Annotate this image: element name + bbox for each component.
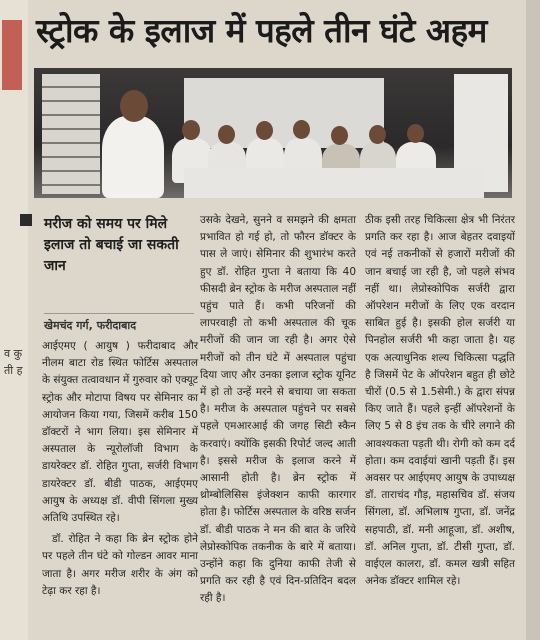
article-subheadline: मरीज को समय पर मिले इलाज तो बचाई जा सकती जान: [44, 216, 179, 274]
adjacent-article-text: व कु ती ह: [4, 347, 23, 377]
photo-person-head: [331, 126, 348, 145]
seminar-photo: [34, 68, 512, 198]
article-column-2: [200, 212, 356, 608]
photo-person-head: [293, 120, 310, 139]
photo-standee-banner: [42, 74, 100, 194]
article-headline: स्ट्रोक के इलाज में पहले तीन घंटे अहम: [36, 11, 487, 50]
article-column-1: [42, 338, 198, 600]
article-byline: खेमचंद गर्ग, फरीदाबाद: [44, 313, 194, 333]
column-paragraph: डॉ. रोहित ने कहा कि ब्रेन स्ट्रोक होने पर पहले तीन घंटे को गोल्डन आवर माना जाता है। अगर मरीज शरीर के अंग को टेढ़ा कर रहा है।: [42, 533, 198, 597]
photo-stage-screen: [184, 78, 384, 148]
adjacent-red-graphic: [2, 20, 22, 90]
column-paragraph: ठीक इसी तरह चिकित्सा क्षेत्र भी निरंतर प्रगति कर रहा है। आज बेहतर दवाइयों एवं नई तकनीकों से हजारों मरीजों की जान बचाई जा रही है, जो पहले संभव नहीं था। लेप्रोस्कोपिक सर्जरी द्वारा ऑपरेशन मरीजों के लिए एक वरदान साबित हुई है। इसकी होल सर्जरी या पिनहोल सर्जरी भी कहा जाता है। यह एक अत्याधुनिक शल्य चिकित्सा पद्धति है जिसमें पेट के ऑपरेशन बहुत ही छोटे चीरों (0.5 से 1.5सेमी.) के द्वारा संपन्न किए जाते हैं। पहले इन्हीं ऑपरेशनों के लिए 5 से 8 इंच तक के चीरे लगाने की आवश्यकता पड़ती थी। रोगी को कम दर्द होता। कम दवाईयां खानी पड़ती हैं। इस अवसर पर आईएमए आयुष के उपाध्यक्ष डॉ. ताराचंद गौड़, महासचिव डॉ. संजय सिंगला, डॉ. अभिलाष गुप्ता, डॉ. जनेंद्र सहपाठी, डॉ. मनी आहूजा, डॉ. अशीष, डॉ. अनिल गुप्ता, डॉ. टीसी गुप्ता, डॉ. वाईएल कालरा, डॉ. कमल खत्री सहित अनेक डॉक्टर शामिल रहे।: [365, 214, 515, 588]
adjacent-article-strip: [0, 0, 28, 640]
subheadline-marker: [20, 214, 32, 226]
photo-person-head: [369, 125, 386, 144]
column-paragraph: आईएमए ( आयुष ) फरीदाबाद और नीलम बाटा रोड स्थित फोर्टिस अस्पताल के संयुक्त तत्वावधान में गुरुवार को एक्यूट स्ट्रोक और मोटापा विषय पर सेमिनार का आयोजन किया गया, जिसमें करीब 150 डॉक्टरों ने भाग लिया। इस सेमिनार में अस्पताल के न्यूरोलॉजी विभाग के डायरेक्टर डॉ. रोहित गुप्ता, सर्जरी विभाग डायरेक्टर डॉ. बीडी पाठक, आईएमए आयुष के अध्यक्ष डॉ. वीपी सिंगला मुख्य अतिथि उपस्थित रहे।: [42, 340, 198, 525]
photo-person: [102, 116, 164, 198]
page-edge: [526, 0, 540, 640]
photo-person-head: [120, 90, 148, 122]
photo-table: [184, 168, 484, 198]
column-paragraph: उसके देखने, सुनने व समझने की क्षमता प्रभावित हो गई हो, तो फौरन डॉक्टर के पास ले जाएं। सेमिनार की शुभारंभ करते हुए डॉ. रोहित गुप्ता ने बताया कि 40 फीसदी ब्रेन स्ट्रोक के मरीज अस्पताल नहीं पहुंच पाते हैं। कभी परिजनों की लापरवाही तो कभी अस्पताल की चूक मरीजों की जान जा रही है। अगर ऐसे मरीजों को तीन घंटे में अस्पताल पहुंचा दिया जाए और उनका इलाज स्ट्रोक यूनिट में हो तो उन्हें मरने से बचाया जा सकता है। मरीज के अस्पताल पहुंचने पर सबसे पहले एमआरआई की जगह सिटी स्कैन करवाएं। क्योंकि इसकी रिपोर्ट जल्द आती है। इससे मरीज के इलाज करने में आसानी होती है। ब्रेन स्ट्रोक में थ्रोम्बोलिसिस इंजेक्शन काफी कारगार होता है। फोर्टिस अस्पताल के वरिष्ठ सर्जन डॉ. बीडी पाठक ने मन की बात के जरिये लेप्रोस्कोपिक तकनीक के बारे में बताया। उन्होंने कहा कि दुनिया काफी तेजी से प्रगति कर रही है एवं दिन-प्रतिदिन बदल रही है।: [200, 214, 356, 605]
photo-person-head: [218, 125, 235, 144]
photo-person-head: [256, 121, 273, 140]
photo-person-head: [407, 124, 424, 143]
photo-person-head: [182, 120, 200, 140]
article-column-3: [365, 212, 515, 590]
